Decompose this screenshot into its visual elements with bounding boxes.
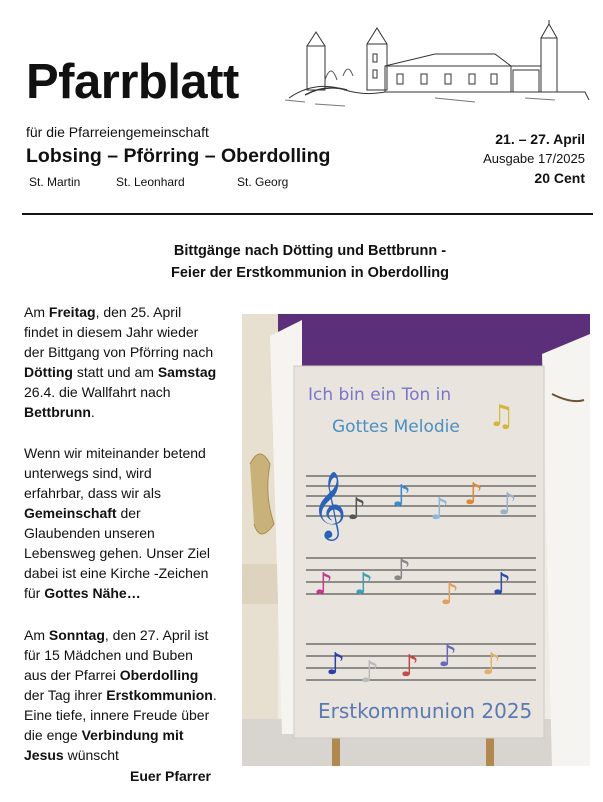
body-text: der Tag ihrer [24, 687, 107, 703]
emphasis-text: Gottes Nähe… [44, 585, 141, 601]
svg-text:♪: ♪ [392, 553, 412, 588]
body-text: Lebensweg gehen. Unser Ziel [24, 545, 211, 561]
svg-text:♪: ♪ [430, 492, 450, 527]
body-text: für [24, 585, 45, 601]
body-text: Wenn wir miteinander betend [24, 445, 206, 461]
body-text: . [212, 687, 217, 703]
headline-line-2: Feier der Erstkommunion in Oberdolling [171, 265, 449, 281]
body-text: für 15 Mädchen und Buben [24, 647, 193, 663]
body-text: Eine tiefe, innere Freude über [24, 707, 210, 723]
paragraph-bittgang [24, 302, 239, 422]
svg-text:♪: ♪ [314, 567, 334, 602]
body-text: der Bittgang von Pförring nach [24, 344, 214, 360]
church-st-martin: St. Martin [29, 175, 81, 189]
body-text: die enge [24, 727, 82, 743]
emphasis-text: Jesus [24, 747, 64, 763]
date-range: 21. – 27. April [495, 131, 585, 147]
svg-text:♪: ♪ [400, 649, 420, 684]
body-text: , den 25. April [95, 304, 182, 320]
body-text: wünscht [63, 747, 119, 763]
body-text: erfahrbar, dass wir als [24, 485, 161, 501]
body-text: findet in diesem Jahr wieder [24, 324, 199, 340]
svg-text:♪: ♪ [326, 647, 346, 682]
article-headline [0, 240, 603, 284]
emphasis-text: Gemeinschaft [24, 505, 117, 521]
emphasis-text: Erstkommunion [106, 687, 213, 703]
emphasis-text: Oberdolling [119, 667, 199, 683]
body-text: statt und am [72, 364, 158, 380]
poster-title-line-1: Ich bin ein Ton in [308, 385, 452, 405]
body-text: 26.4. die Wallfahrt nach [24, 384, 171, 400]
body-text: Am [24, 627, 49, 643]
body-text: Am [24, 304, 49, 320]
svg-text:♪: ♪ [492, 567, 512, 602]
body-text: der [116, 505, 141, 521]
emphasis-text: Bettbrunn [24, 404, 91, 420]
church-st-georg: St. Georg [237, 175, 289, 189]
body-text: . [90, 404, 95, 420]
newsletter-title: Pfarrblatt [26, 55, 239, 109]
paragraph-erstkommunion [24, 625, 239, 765]
body-text: , den 27. April ist [104, 627, 209, 643]
svg-text:♪: ♪ [392, 479, 412, 514]
subtitle: für die Pfarreiengemeinschaft [26, 124, 209, 140]
price: 20 Cent [534, 170, 585, 186]
body-text: aus der Pfarrei [24, 667, 120, 683]
poster-bottom-text: Erstkommunion 2025 [318, 699, 533, 723]
paragraph-gemeinschaft [24, 443, 239, 603]
svg-text:♪: ♪ [438, 639, 458, 674]
emphasis-text: Freitag [48, 304, 96, 320]
signature: Euer Pfarrer [130, 768, 211, 784]
treble-clef: 𝄞 [312, 470, 347, 538]
header-divider [22, 213, 593, 215]
emphasis-text: Samstag [157, 364, 217, 380]
communion-poster-photo [242, 314, 590, 766]
svg-text:♪: ♪ [440, 577, 460, 612]
church-sketch-illustration [285, 20, 593, 112]
svg-text:♪: ♪ [498, 487, 518, 522]
headline-line-1: Bittgänge nach Dötting und Bettbrunn - [173, 243, 447, 259]
emphasis-text: Dötting [24, 364, 73, 380]
church-st-leonhard: St. Leonhard [116, 175, 185, 189]
svg-text:♪: ♪ [464, 477, 484, 512]
emphasis-text: Verbindung mit [81, 727, 184, 743]
emphasis-text: Sonntag [48, 627, 105, 643]
svg-text:♪: ♪ [482, 647, 502, 682]
body-text: dabei ist eine Kirche -Zeichen [24, 565, 209, 581]
body-text: unterwegs sind, wird [24, 465, 152, 481]
body-text: Glaubenden unseren [24, 525, 155, 541]
svg-text:♪: ♪ [347, 492, 367, 527]
poster-title-line-2: Gottes Melodie [332, 417, 460, 437]
svg-text:♫: ♫ [488, 399, 515, 434]
parishes-heading: Lobsing – Pförring – Oberdolling [26, 145, 331, 167]
svg-text:♪: ♪ [354, 567, 374, 602]
svg-text:♪: ♪ [360, 655, 380, 690]
issue-number: Ausgabe 17/2025 [483, 151, 585, 166]
